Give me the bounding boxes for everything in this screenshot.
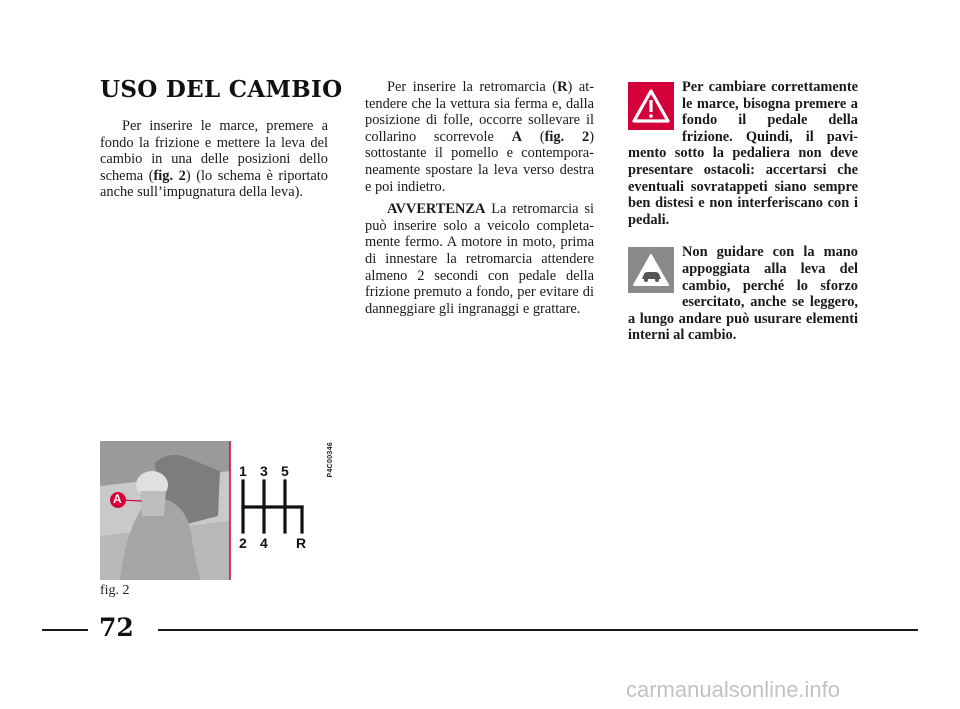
paragraph-avvertenza: AVVERTENZA La retromarcia si può inserire solo a veicolo completamente fermo. A motore in moto, prima di innestare la retromarcia attendere almeno 2 secondi con pedale della frizione premuto a fondo, per evitare di danneggiare gli ingranaggi e grattare. [365,201,594,317]
callout-label-a: A [113,492,122,506]
fig-ref: fig. 2 [153,167,186,184]
gear-label-2: 2 [239,535,247,551]
gearshift-figure [100,441,326,580]
paragraph-reverse: Per inserire la retromarcia (R) attendere che la vettura sia ferma e, dalla posizione di folle, occorre sollevare il collarino scorrevole A (fig. 2) sottostante il pomello e contemporaneamente spostare la leva verso destra e poi indietro. [365,79,595,195]
fig-ref: fig. 2 [544,128,590,145]
watermark: carmanualsonline.info [626,677,841,702]
warning-text: Per cambiare correttamente le marce, bisogna premere a fondo il pedale della frizione. Quindi, il pavimento sotto la pedaliera non deve presentare ostacoli: accertarsi che eventuali sovratappeti siano sempre ben distesi e non interferiscano con i pedali. [628,79,858,228]
column-notes [628,79,858,350]
page-number: 72 [99,613,134,642]
gear-label-4: 4 [260,535,268,551]
gear-label-1: 1 [239,463,247,479]
column-reverse [365,79,594,323]
car-advice-icon [628,247,674,293]
warning-note [628,79,858,228]
figure-caption: fig. 2 [100,583,130,598]
footer-rule-left [42,629,88,631]
footer-rule-right [158,629,918,631]
gear-label-5: 5 [281,463,289,479]
advice-note [628,244,858,344]
page-title: USO DEL CAMBIO [100,76,343,103]
figure-code: P4C00346 [327,442,334,478]
gear-label-3: 3 [260,463,268,479]
column-intro [100,118,328,207]
gearshift-illustration [100,441,326,580]
advice-text: Non guidare con la mano appoggiata alla leva del cambio, perché lo sforzo esercitato, anche se leggero, a lungo andare può usurare elementi interni al cambio. [628,244,858,344]
paragraph-gear-shift: Per inserire le marce, premere a fondo la frizione e mettere la leva del cambio in una delle posizioni dello schema (fig. 2) (lo schema è riportato anche sull’impugnatura della leva). [100,118,328,201]
gear-label-r: R [296,535,307,551]
warning-triangle-icon [628,82,674,130]
avvertenza-label: AVVERTENZA [387,201,486,218]
